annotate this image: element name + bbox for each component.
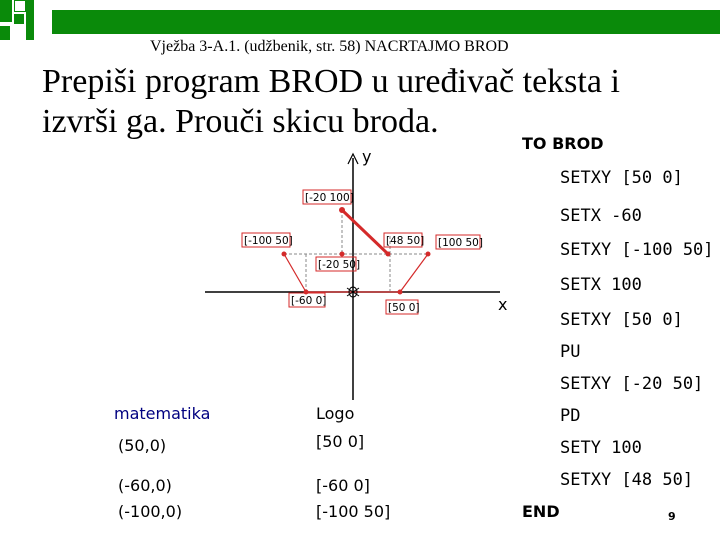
label-point-minus100-50: [-100 50] [244,235,293,247]
table-cell-logo-3: [-100 50] [316,502,391,521]
program-footer: END [522,502,560,521]
program-line-8: PD [560,406,581,426]
label-point-100-50: [100 50] [438,237,483,249]
table-cell-logo-2: [-60 0] [316,476,370,495]
y-axis-label: y [362,147,372,166]
program-line-7: SETXY [-20 50] [560,374,704,394]
table-header-logo: Logo [316,404,355,423]
label-point-minus20-50: [-20 50] [318,259,361,271]
program-header: TO BROD [522,134,604,153]
program-line-5: SETXY [50 0] [560,310,683,330]
ship-sail [342,210,388,254]
headline-line-2: izvrši ga. Prouči skicu broda. [42,103,439,140]
headline-line-1: Prepiši program BROD u uređivač teksta i [42,63,620,100]
program-line-3: SETXY [-100 50] [560,240,714,260]
page-number: 9 [668,510,676,523]
table-cell-math-3: (-100,0) [118,502,183,521]
slide-subtitle: Vježba 3-A.1. (udžbenik, str. 58) NACRTAJMO BROD [150,38,509,55]
turtle-icon [347,284,359,300]
table-cell-logo-1: [50 0] [316,432,365,451]
program-line-10: SETXY [48 50] [560,470,694,490]
table-header-math: matematika [114,404,211,423]
program-line-4: SETX 100 [560,275,642,295]
x-axis-label: x [498,295,508,314]
table-cell-math-1: (50,0) [118,436,167,455]
label-point-50-0: [50 0] [388,302,420,314]
label-point-48-50: [48 50] [386,235,425,247]
label-point-minus60-0: [-60 0] [291,295,327,307]
program-line-6: PU [560,342,581,362]
program-line-2: SETX -60 [560,206,642,226]
label-point-minus20-100: [-20 100] [305,192,354,204]
program-line-9: SETY 100 [560,438,642,458]
table-cell-math-2: (-60,0) [118,476,172,495]
program-line-1: SETXY [50 0] [560,168,683,188]
